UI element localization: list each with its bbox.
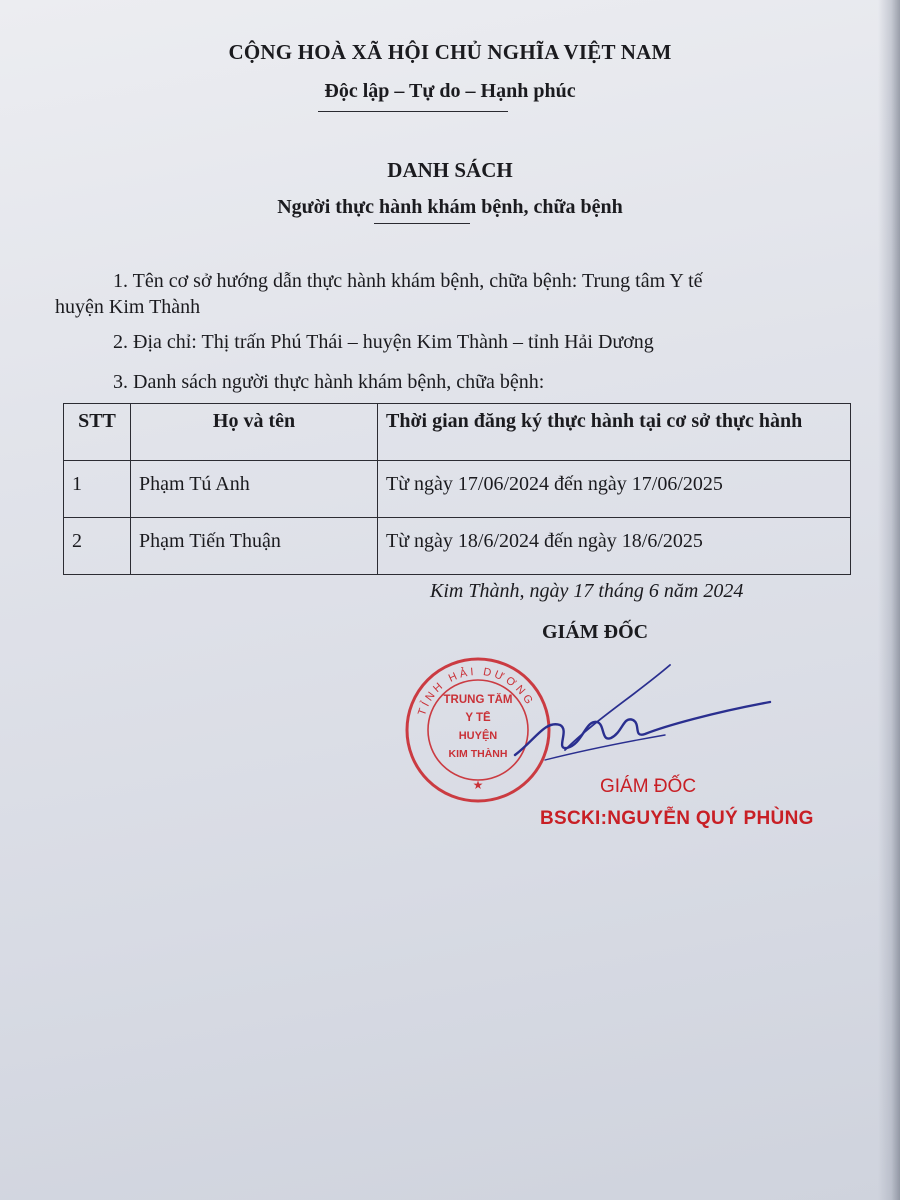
motto: Độc lập – Tự do – Hạnh phúc [324,80,576,102]
facility-name-line1: 1. Tên cơ sở hướng dẫn thực hành khám bệnh, chữa bệnh: Trung tâm Y tế [113,270,703,292]
stamp-line3: HUYỆN [458,730,498,742]
header-full-name: Họ và tên [131,404,378,461]
stamp-signatory-role: GIÁM ĐỐC [600,776,697,797]
country-heading: CỘNG HOÀ XÃ HỘI CHỦ NGHĨA VIỆT NAM [228,40,672,64]
cell-full-name: Phạm Tiến Thuận [131,518,378,575]
list-intro-item: 3. Danh sách người thực hành khám bệnh, chữa bệnh: [113,371,545,393]
header-registration-period: Thời gian đăng ký thực hành tại cơ sở thực hành [378,404,851,461]
handwritten-signature [505,650,775,770]
place-and-date: Kim Thành, ngày 17 tháng 6 năm 2024 [430,580,744,602]
cell-registration-period: Từ ngày 17/06/2024 đến ngày 17/06/2025 [378,461,851,518]
document-subtitle: Người thực hành khám bệnh, chữa bệnh [277,196,623,218]
table-row [64,461,851,518]
practitioner-table [63,403,851,575]
address-item: 2. Địa chỉ: Thị trấn Phú Thái – huyện Kim Thành – tỉnh Hải Dương [113,331,654,353]
stamp-signatory-name: BSCKI:NGUYỄN QUÝ PHÙNG [540,808,814,829]
star-icon: ★ [472,778,484,792]
facility-name-line2: huyện Kim Thành [55,296,201,318]
facility-name-item [55,268,815,320]
cell-registration-period: Từ ngày 18/6/2024 đến ngày 18/6/2025 [378,518,851,575]
stamp-line2: Y TẾ [465,712,491,724]
header-stt: STT [64,404,131,461]
signatory-title: GIÁM ĐỐC [542,621,649,643]
cell-full-name: Phạm Tú Anh [131,461,378,518]
stamp-line1: TRUNG TÂM [443,694,513,706]
subtitle-underline [374,223,470,224]
table-header-row [64,404,851,461]
cell-stt: 1 [64,461,131,518]
stamp-line4: KIM THÀNH [448,748,508,760]
cell-stt: 2 [64,518,131,575]
stamp-outer-text: TỈNH HẢI DƯƠNG [416,665,537,718]
table-row [64,518,851,575]
document-title: DANH SÁCH [387,158,513,182]
motto-underline [318,111,508,112]
